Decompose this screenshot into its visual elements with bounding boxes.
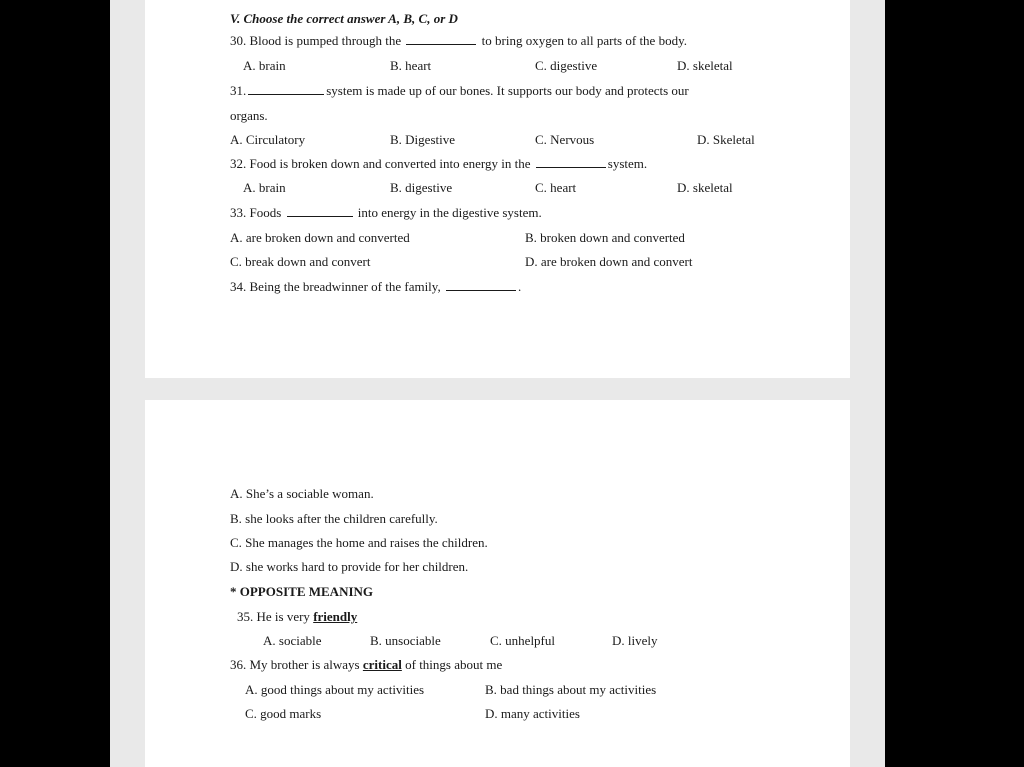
answer-blank (406, 33, 476, 45)
key-word: friendly (313, 609, 358, 624)
option-30-b: B. heart (390, 58, 432, 73)
option-34-d: D. she works hard to provide for her children. (230, 559, 469, 574)
document-viewer[interactable] (110, 0, 885, 767)
option-33-a: A. are broken down and converted (230, 230, 410, 245)
question-31: 31. system is made up of our bones. It supports our body and protects our (230, 83, 689, 98)
option-30-c: C. digestive (535, 58, 598, 73)
question-34: 34. Being the breadwinner of the family, . (230, 279, 522, 294)
answer-blank (536, 156, 606, 168)
key-word: critical (362, 657, 402, 672)
option-36-d: D. many activities (485, 706, 580, 721)
option-33-b: B. broken down and converted (525, 230, 685, 245)
option-31-c: C. Nervous (535, 132, 595, 147)
question-33: 33. Foods into energy in the digestive system. (230, 205, 542, 220)
option-36-b: B. bad things about my activities (485, 682, 657, 697)
option-33-d: D. are broken down and convert (525, 254, 693, 269)
option-32-d: D. skeletal (677, 180, 733, 195)
answer-blank (287, 205, 353, 217)
question-35: 35. He is very friendly (237, 609, 358, 624)
option-30-d: D. skeletal (677, 58, 733, 73)
page-1 (145, 0, 850, 378)
answer-blank (248, 83, 324, 95)
option-35-d: D. lively (612, 633, 658, 648)
answer-blank (446, 279, 516, 291)
option-30-a: A. brain (243, 58, 286, 73)
option-34-c: C. She manages the home and raises the children. (230, 535, 488, 550)
option-33-c: C. break down and convert (230, 254, 371, 269)
option-36-c: C. good marks (245, 706, 322, 721)
option-36-a: A. good things about my activities (245, 682, 425, 697)
option-35-b: B. unsociable (370, 633, 441, 648)
option-31-d: D. Skeletal (697, 132, 755, 147)
option-35-a: A. sociable (263, 633, 322, 648)
question-31-continued: organs. (230, 108, 268, 123)
question-36: 36. My brother is always critical of things about me (230, 657, 503, 672)
question-30: 30. Blood is pumped through the to bring oxygen to all parts of the body. (230, 33, 687, 48)
question-32: 32. Food is broken down and converted into energy in the system. (230, 156, 648, 171)
option-31-a: A. Circulatory (230, 132, 306, 147)
option-31-b: B. Digestive (390, 132, 455, 147)
option-32-b: B. digestive (390, 180, 453, 195)
option-32-a: A. brain (243, 180, 286, 195)
option-32-c: C. heart (535, 180, 577, 195)
option-34-a: A. She’s a sociable woman. (230, 486, 374, 501)
option-34-b: B. she looks after the children carefully. (230, 511, 438, 526)
option-35-c: C. unhelpful (490, 633, 555, 648)
section-opposite-meaning: * OPPOSITE MEANING (230, 584, 374, 599)
section-heading: V. Choose the correct answer A, B, C, or D (230, 11, 458, 26)
page-2 (145, 400, 850, 767)
